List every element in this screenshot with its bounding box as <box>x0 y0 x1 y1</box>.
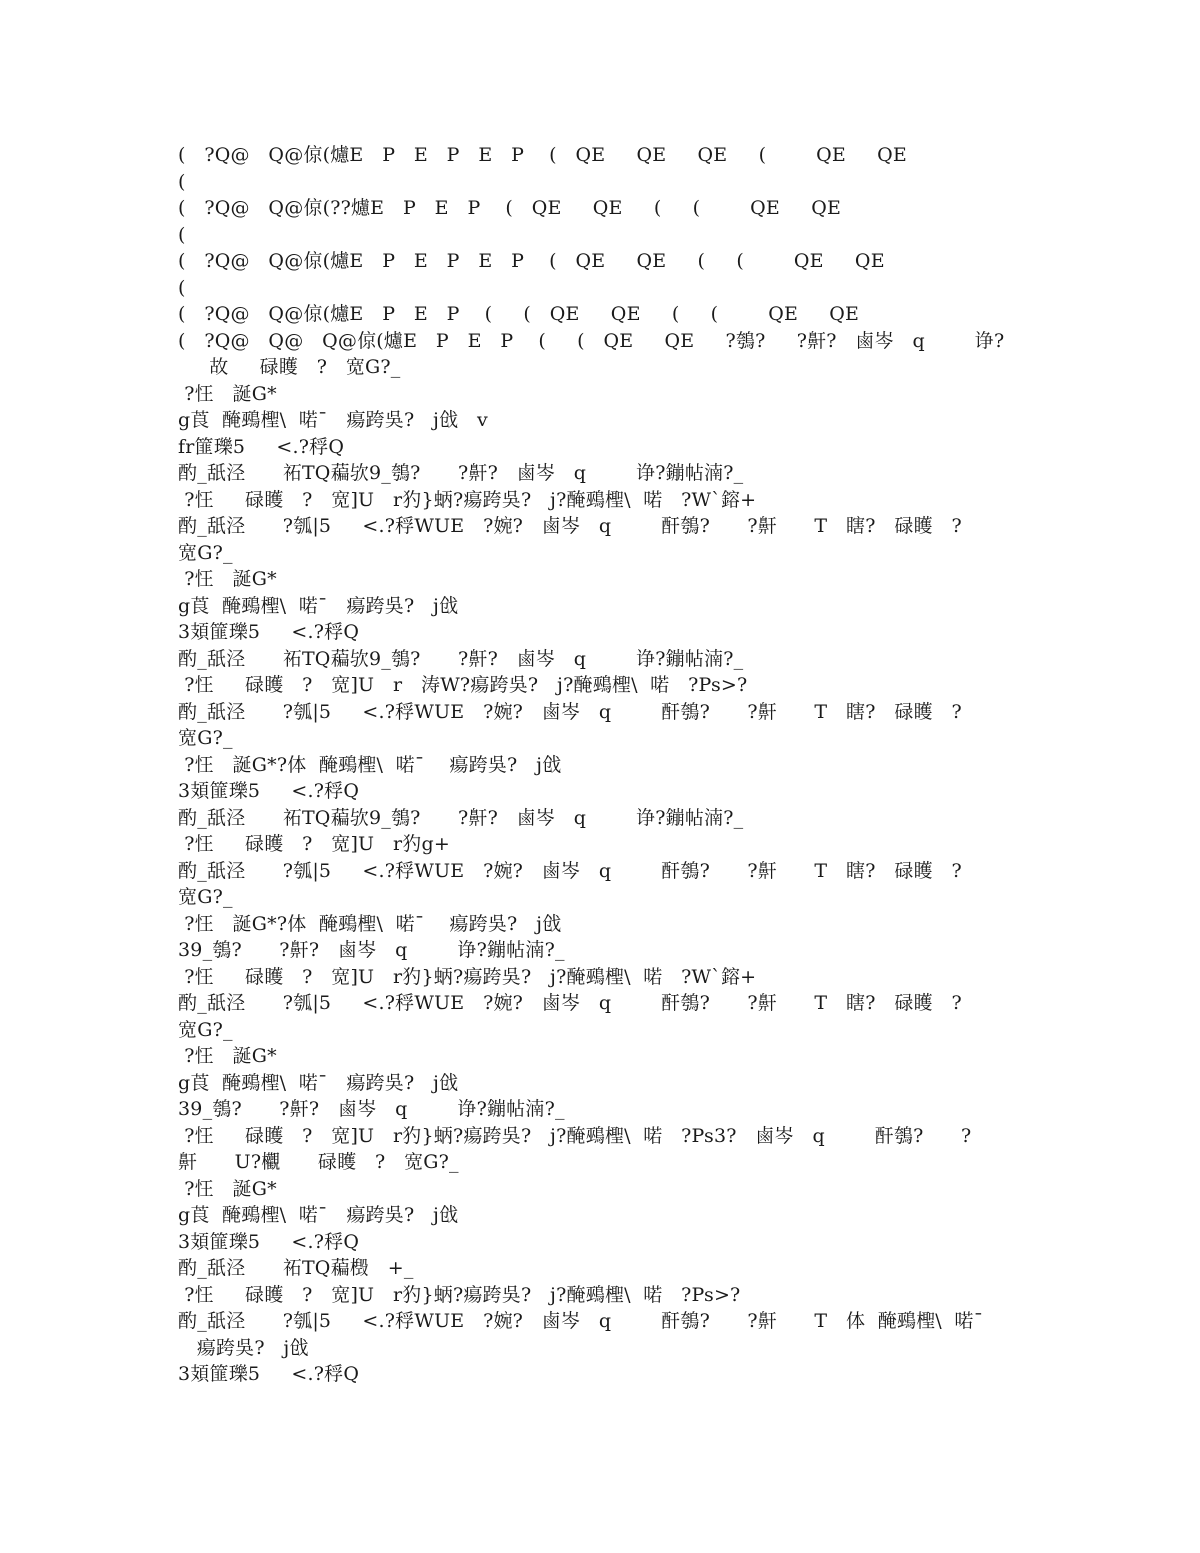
text-line: 故 碌矆 ? 宽G?_ <box>178 356 401 378</box>
text-line: 酌_舐泾 祏TQ藊檓 +_ <box>178 1257 414 1279</box>
text-line: ?忹 碌矆 ? 宽]U r 涛W?瘍跨吳? j?醃鵐檉\ 喏 ?Ps>? <box>178 674 748 696</box>
text-line: 酌_舐泾 祏TQ藊欤9_鴮? ?鼾? 鹵岑 q 诤?鏰帖湳?_ <box>178 647 744 670</box>
text-line: 酌_舐泾 ?瓠|5 <.?稃WUE ?婉? 鹵岑 q 酐鴮? ?鼾 T 体 醃鵐檉\ 喏¯ <box>178 1310 984 1332</box>
text-line: ( ?Q@ Q@ Q@倞(爈E P E P ( ( QE QE ?鴮? ?鼾? 鹵岑 q 诤? <box>178 329 1005 352</box>
text-line: ?忹 誕G*?体 醃鵐檉\ 喏¯ 瘍跨吳? j戗 <box>178 753 562 776</box>
text-line: 鼾 U?欟 碌矆 ? 宽G?_ <box>178 1151 459 1173</box>
text-line: ?忹 碌矆 ? 宽]U r犳}蛃?瘍跨吳? j?醃鵐檉\ 喏 ?Ps3? 鹵岑 q 酐鴮? ? <box>178 1124 972 1147</box>
text-line: 39_鴮? ?鼾? 鹵岑 q 诤?鏰帖湳?_ <box>178 1098 565 1120</box>
text-line: ( ?Q@ Q@倞(爈E P E P E P ( QE QE QE ( QE QE <box>178 144 907 166</box>
text-line: ( ?Q@ Q@倞(爈E P E P ( ( QE QE ( ( QE QE <box>178 303 860 325</box>
text-line: ?忹 碌矆 ? 宽]U r犳g+ <box>178 833 450 855</box>
text-line: g莨 醃鵐檉\ 喏¯ 瘍跨吳? j戗 <box>178 1204 459 1226</box>
text-line: g莨 醃鵐檉\ 喏¯ 瘍跨吳? j戗 <box>178 594 459 617</box>
text-line: g莨 醃鵐檉\ 喏¯ 瘍跨吳? j戗 v <box>178 409 488 431</box>
text-line: 3頍篚瓅5 <.?稃Q <box>178 1230 360 1253</box>
text-line: 宽G?_ <box>178 1018 233 1041</box>
text-line: ?忹 誕G* <box>178 382 277 405</box>
text-line: 宽G?_ <box>178 886 233 908</box>
text-line: 酌_舐泾 祏TQ藊欤9_鴮? ?鼾? 鹵岑 q 诤?鏰帖湳?_ <box>178 462 744 484</box>
text-line: fr篚瓅5 <.?稃Q <box>178 435 345 458</box>
text-line: ( <box>178 223 186 246</box>
text-line: ( <box>178 276 186 299</box>
text-line: 宽G?_ <box>178 727 233 749</box>
text-line: g莨 醃鵐檉\ 喏¯ 瘍跨吳? j戗 <box>178 1071 459 1094</box>
text-line: ?忹 碌矆 ? 宽]U r犳}蛃?瘍跨吳? j?醃鵐檉\ 喏 ?W`鎔+ <box>178 965 757 988</box>
text-line: ?忹 誕G*?体 醃鵐檉\ 喏¯ 瘍跨吳? j戗 <box>178 912 562 935</box>
text-line: 瘍跨吳? j戗 <box>178 1336 309 1359</box>
text-line: ( ?Q@ Q@倞(??爈E P E P ( QE QE ( ( QE QE <box>178 197 842 219</box>
garbled-text-block <box>178 142 1038 1388</box>
text-line: 酌_舐泾 ?瓠|5 <.?稃WUE ?婉? 鹵岑 q 酐鴮? ?鼾 T 瞎? 碌矆 ? <box>178 859 962 882</box>
text-line: 酌_舐泾 祏TQ藊欤9_鴮? ?鼾? 鹵岑 q 诤?鏰帖湳?_ <box>178 806 744 829</box>
text-line: ?忹 碌矆 ? 宽]U r犳}蛃?瘍跨吳? j?醃鵐檉\ 喏 ?W`鎔+ <box>178 488 757 511</box>
text-line: ?忹 誕G* <box>178 568 277 590</box>
text-line: 3頍篚瓅5 <.?稃Q <box>178 621 360 643</box>
text-line: 39_鴮? ?鼾? 鹵岑 q 诤?鏰帖湳?_ <box>178 939 565 961</box>
text-line: ( ?Q@ Q@倞(爈E P E P E P ( QE QE ( ( QE QE <box>178 250 885 272</box>
text-line: 3頍篚瓅5 <.?稃Q <box>178 1363 360 1385</box>
text-line: ( <box>178 170 186 193</box>
text-line: 3頍篚瓅5 <.?稃Q <box>178 780 360 802</box>
text-line: 宽G?_ <box>178 541 233 564</box>
text-line: ?忹 碌矆 ? 宽]U r犳}蛃?瘍跨吳? j?醃鵐檉\ 喏 ?Ps>? <box>178 1283 741 1306</box>
text-line: 酌_舐泾 ?瓠|5 <.?稃WUE ?婉? 鹵岑 q 酐鴮? ?鼾 T 瞎? 碌矆 ? <box>178 992 962 1014</box>
text-line: ?忹 誕G* <box>178 1045 277 1067</box>
text-line: ?忹 誕G* <box>178 1177 277 1200</box>
text-line: 酌_舐泾 ?瓠|5 <.?稃WUE ?婉? 鹵岑 q 酐鴮? ?鼾 T 瞎? 碌矆 ? <box>178 515 962 537</box>
text-line: 酌_舐泾 ?瓠|5 <.?稃WUE ?婉? 鹵岑 q 酐鴮? ?鼾 T 瞎? 碌矆 ? <box>178 700 962 723</box>
